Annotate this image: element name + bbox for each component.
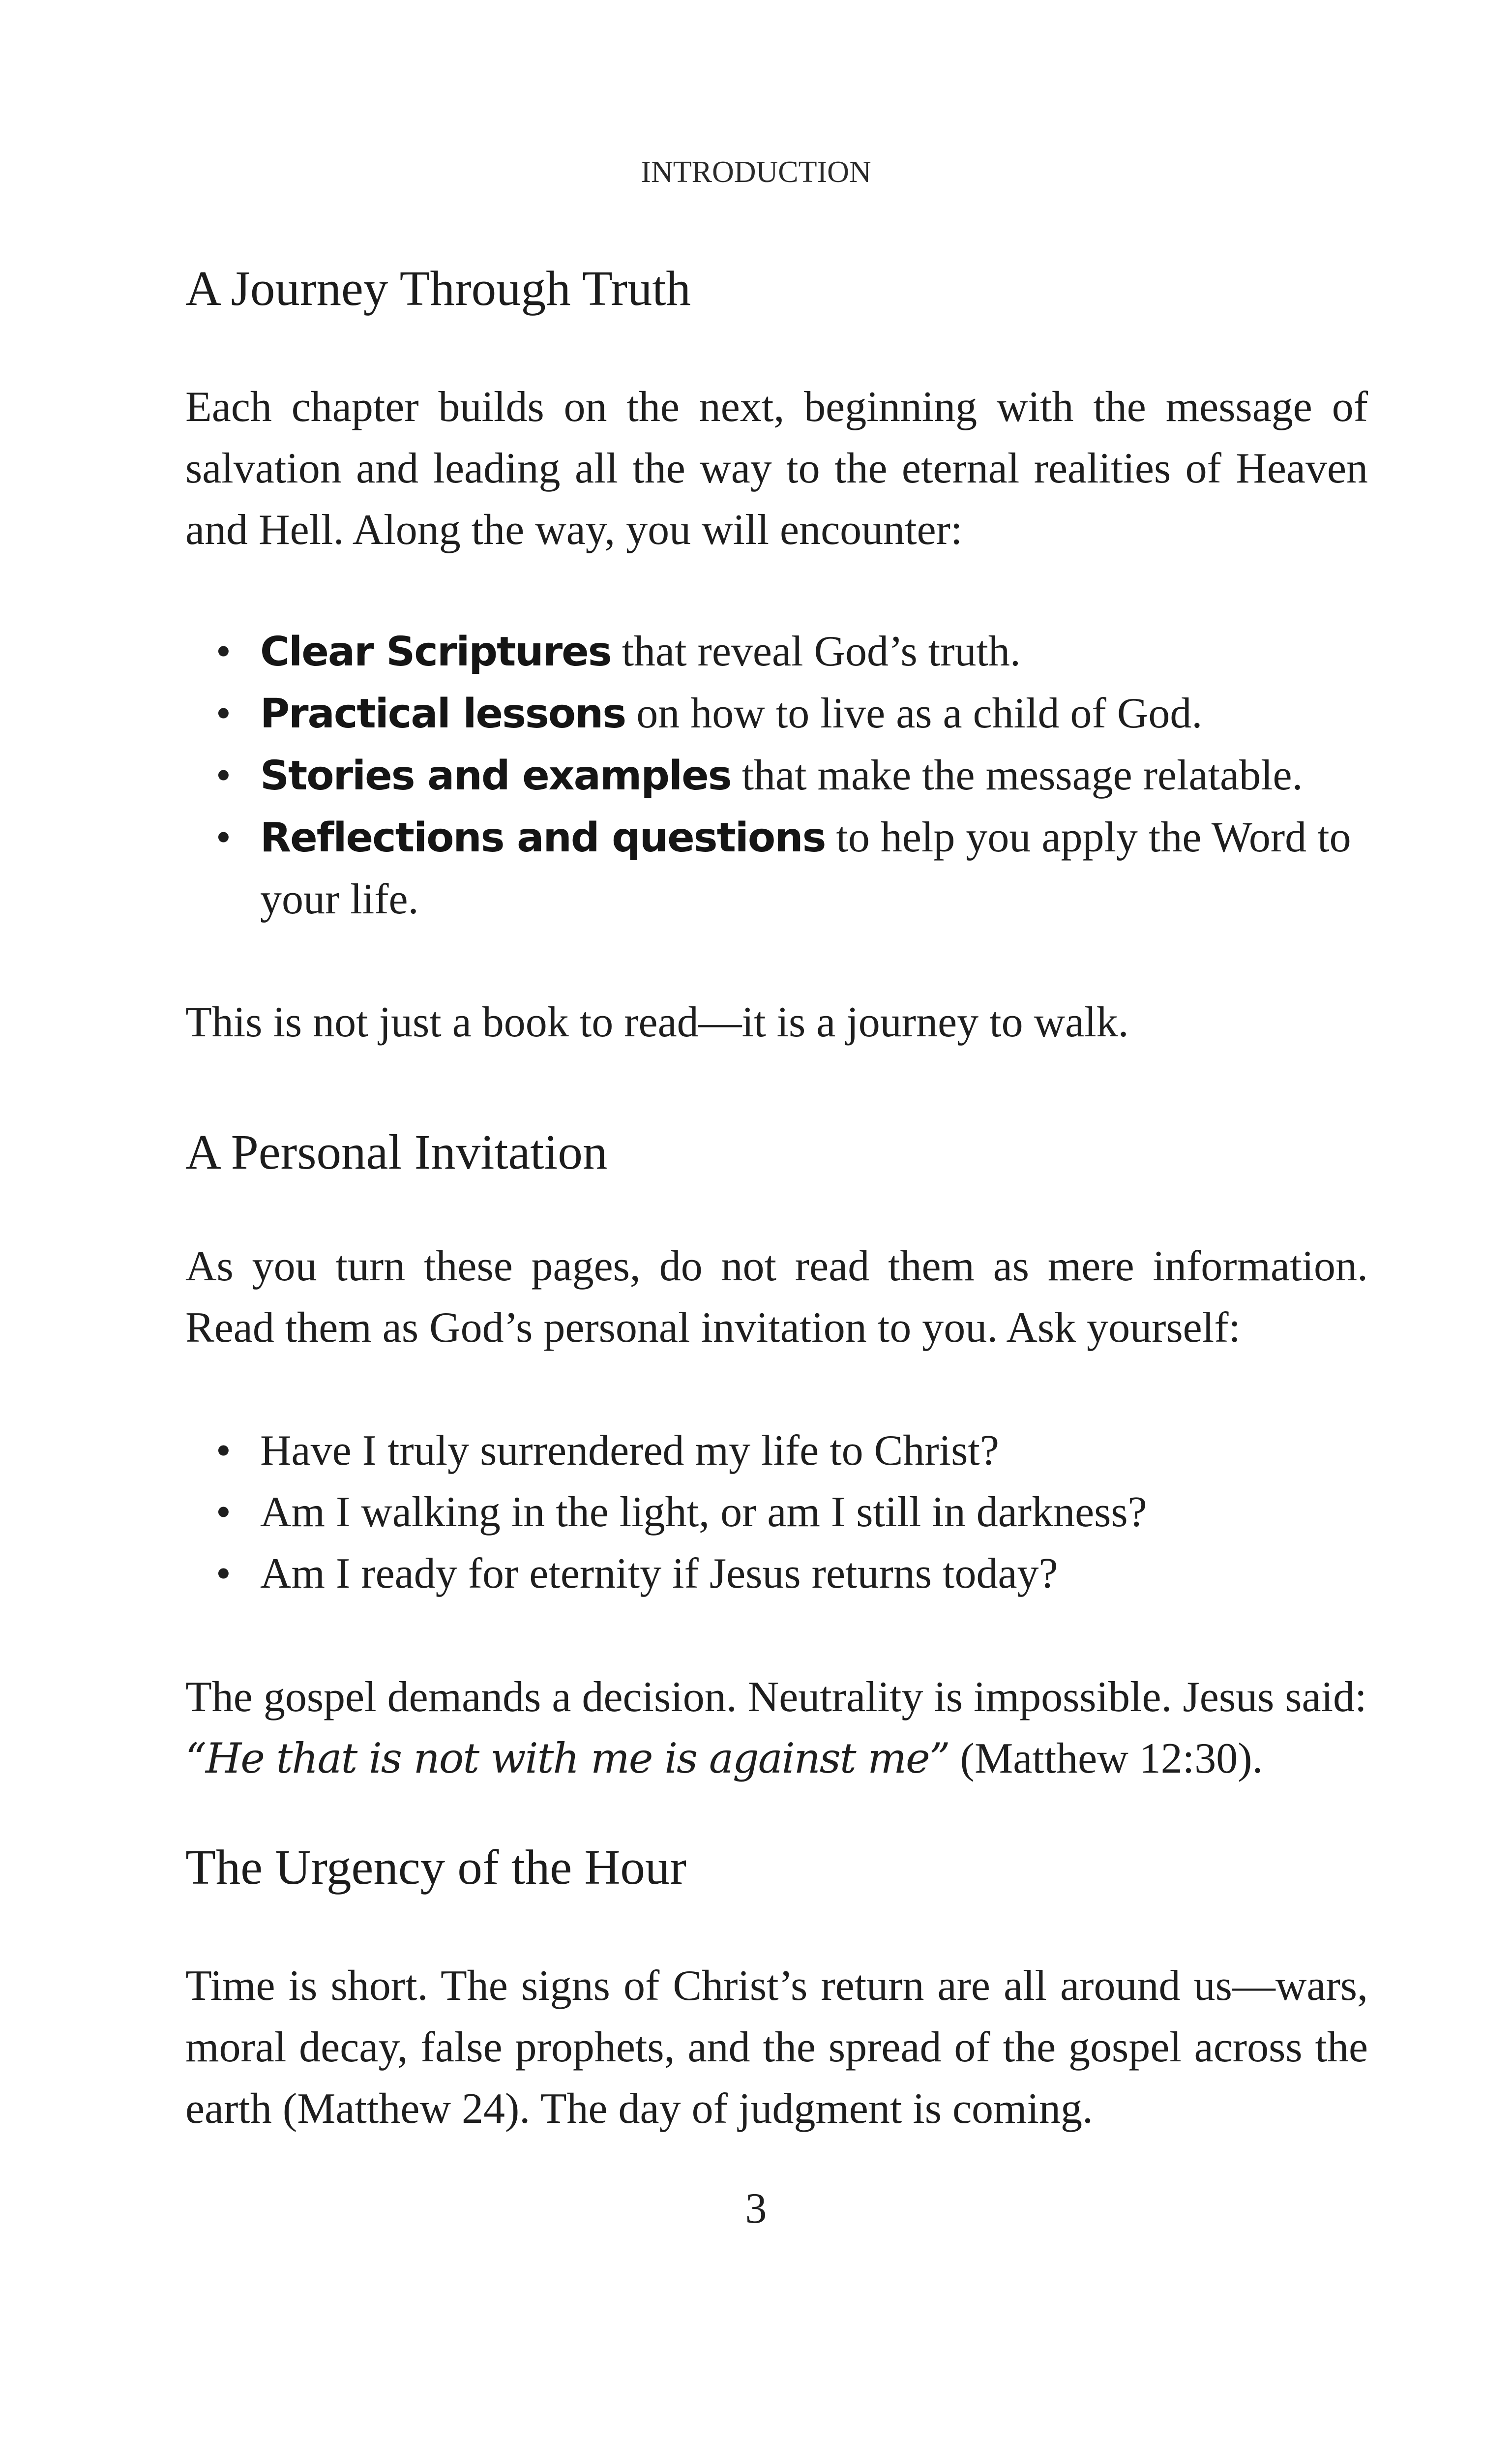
- journey-closing-paragraph: This is not just a book to read—it is a journey to walk.: [185, 998, 1129, 1046]
- running-head: INTRODUCTION: [641, 155, 871, 189]
- list-item: [185, 683, 1368, 745]
- list-item: [185, 1543, 1368, 1604]
- question-text: Have I truly surrendered my life to Christ?: [260, 1427, 999, 1475]
- list-item: [185, 807, 1368, 930]
- bullet-icon: •: [216, 1488, 231, 1536]
- journey-features-list: [185, 621, 1368, 930]
- question-text: Am I ready for eternity if Jesus returns today?: [260, 1550, 1058, 1598]
- feature-description: to help you apply the Word to your life.: [260, 814, 1351, 923]
- bullet-icon: •: [216, 814, 231, 861]
- invitation-intro-paragraph: As you turn these pages, do not read them as mere information. Read them as God’s personal invitation to you. Ask yourself:: [185, 1242, 1368, 1352]
- section-heading-urgency: The Urgency of the Hour: [185, 1840, 687, 1895]
- section-heading-invitation: A Personal Invitation: [185, 1124, 608, 1179]
- closing-statement: The gospel demands a decision. Neutrality is impossible. Jesus said:: [185, 1673, 1367, 1721]
- bullet-icon: •: [216, 752, 231, 799]
- feature-term: Stories and examples: [260, 753, 731, 799]
- self-examination-questions-list: [185, 1420, 1368, 1604]
- scripture-quote: “He that is not with me is against me”: [185, 1734, 949, 1782]
- list-item: [185, 745, 1368, 807]
- scripture-reference: (Matthew 12:30).: [949, 1735, 1263, 1782]
- journey-intro-paragraph: Each chapter builds on the next, beginning with the message of salvation and leading all the way to the eternal realities of Heaven and Hell. Along the way, you will encounter:: [185, 383, 1368, 554]
- bullet-icon: •: [216, 1550, 231, 1598]
- feature-term: Clear Scriptures: [260, 629, 611, 675]
- feature-term: Practical lessons: [260, 691, 626, 737]
- list-item: [185, 1420, 1368, 1481]
- urgency-paragraph: Time is short. The signs of Christ’s return are all around us—wars, moral decay, false prophets, and the spread of the gospel across the earth (Matthew 24). The day of judgment is coming.: [185, 1962, 1368, 2133]
- feature-description: on how to live as a child of God.: [625, 690, 1203, 737]
- page-number: 3: [745, 2185, 767, 2232]
- bullet-icon: •: [216, 690, 231, 737]
- bullet-icon: •: [216, 1427, 231, 1475]
- feature-description: that make the message relatable.: [731, 752, 1303, 799]
- feature-description: that reveal God’s truth.: [611, 628, 1021, 675]
- bullet-icon: •: [216, 628, 231, 675]
- section-heading-journey: A Journey Through Truth: [185, 261, 691, 316]
- invitation-closing-paragraph: [185, 1666, 1368, 1789]
- question-text: Am I walking in the light, or am I still in darkness?: [260, 1488, 1147, 1536]
- feature-term: Reflections and questions: [260, 814, 826, 861]
- list-item: [185, 1481, 1368, 1543]
- list-item: [185, 621, 1368, 683]
